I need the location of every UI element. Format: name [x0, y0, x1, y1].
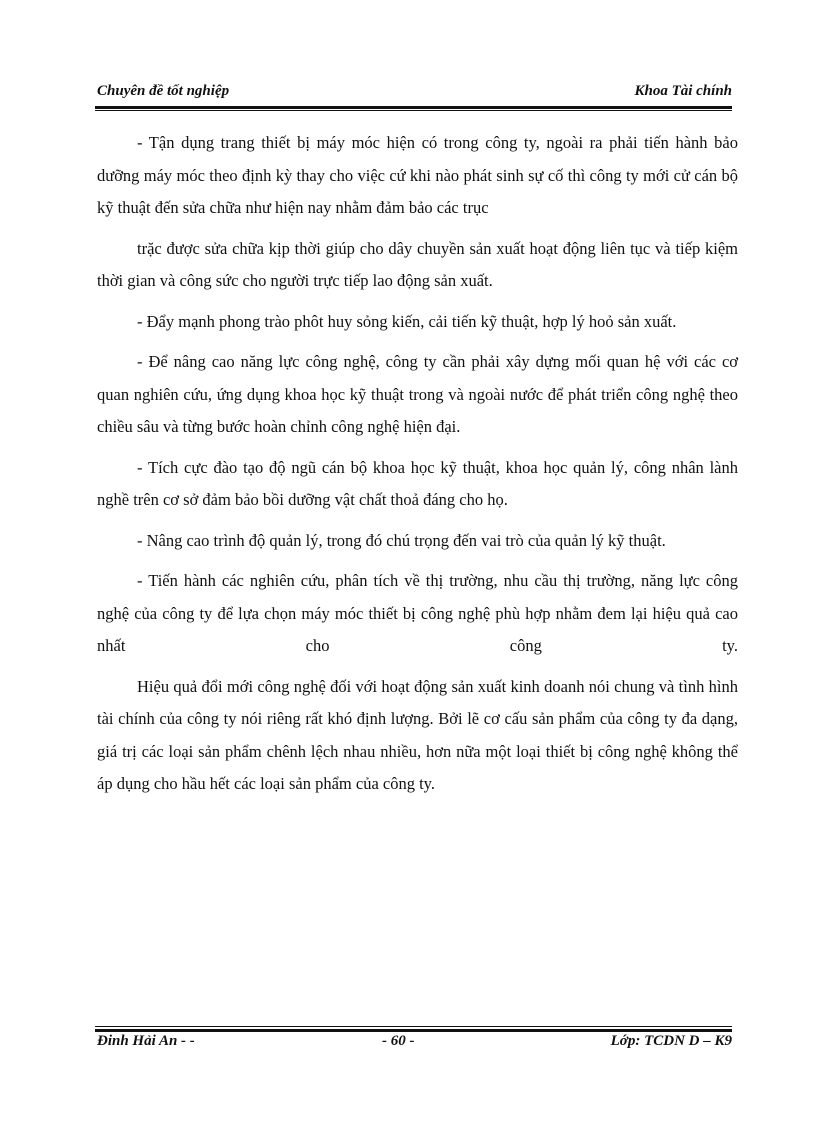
header-title: Chuyên đề tốt nghiệp [97, 83, 230, 99]
footer-rule-thick [95, 1029, 732, 1032]
footer-author: Đinh Hải An - - [97, 1033, 195, 1049]
paragraph: - Để nâng cao năng lực công nghệ, công ty cần phải xây dựng mối quan hệ với các cơ quan nghiên cứu, ứng dụng khoa học kỹ thuật trong và ngoài nước để phát triển công nghệ theo chiều sâu và từng bước hoàn chỉnh công nghệ hiện đại. [97, 352, 738, 436]
header-department: Khoa Tài chính [634, 83, 732, 99]
footer-class: Lớp: TCDN D – K9 [610, 1033, 732, 1049]
paragraph: Hiệu quả đổi mới công nghệ đối với hoạt động sản xuất kinh doanh nói chung và tình hình tài chính của công ty nói riêng rất khó định lượng. Bởi lẽ cơ cấu sản phẩm của công ty đa dạng, giá trị các loại sản phẩm chênh lệch nhau nhiều, hơn nữa một loại thiết bị công nghệ không thể áp dụng cho hầu hết các loại sản phẩm của công ty. [97, 676, 738, 793]
paragraph: trặc được sửa chữa kịp thời giúp cho dây chuyền sản xuất hoạt động liên tục và tiếp kiệm thời gian và công sức cho người trực tiếp lao động sản xuất. [97, 238, 738, 290]
paragraph: - Tiến hành các nghiên cứu, phân tích về thị trường, nhu cầu thị trường, năng lực công nghệ của công ty để lựa chọn máy móc thiết bị công nghệ phù hợp nhằm đem lại hiệu quả cao nhất cho công ty. [97, 571, 738, 655]
page-header [97, 81, 732, 105]
header-rule-thin [95, 110, 732, 111]
footer-rule-thin [95, 1026, 732, 1027]
paragraph: - Đẩy mạnh phong trào phôt huy sỏng kiến, cải tiến kỹ thuật, hợp lý hoỏ sản xuất. [137, 311, 677, 331]
paragraph: - Nâng cao trình độ quản lý, trong đó chú trọng đến vai trò của quản lý kỹ thuật. [137, 530, 666, 550]
page-number: - 60 - [382, 1033, 415, 1049]
header-rule-thick [95, 106, 732, 109]
paragraph: - Tích cực đào tạo độ ngũ cán bộ khoa học kỹ thuật, khoa học quản lý, công nhân lành nghề trên cơ sở đảm bảo bồi dưỡng vật chất thoả đáng cho họ. [97, 457, 738, 509]
body-text [97, 127, 738, 809]
paragraph: - Tận dụng trang thiết bị máy móc hiện có trong công ty, ngoài ra phải tiến hành bảo dưỡng máy móc theo định kỳ thay cho việc cứ khi nào phát sinh sự cố thì công ty mới cử cán bộ kỹ thuật đến sửa chữa như hiện nay nhằm đảm bảo các trục [97, 133, 738, 217]
